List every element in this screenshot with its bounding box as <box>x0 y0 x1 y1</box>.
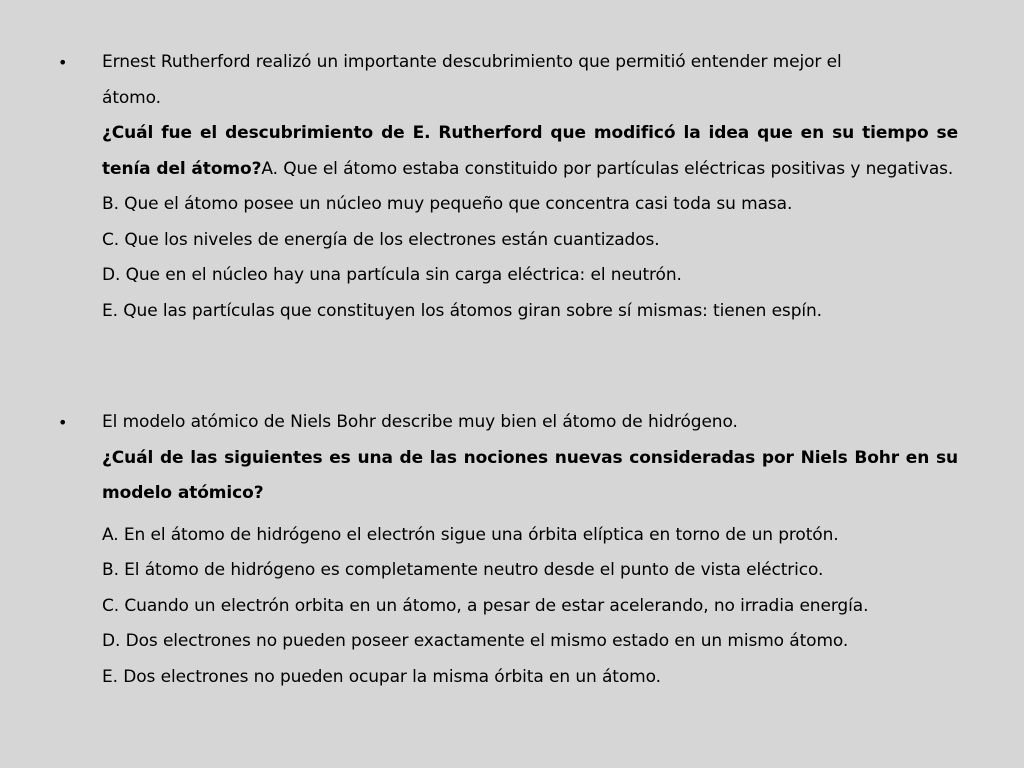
option-a: A. En el átomo de hidrógeno el electrón sigue una órbita elíptica en torno de un protón. <box>102 524 839 545</box>
option-b: B. Que el átomo posee un núcleo muy pequeño que concentra casi toda su masa. <box>102 194 793 214</box>
option-e: E. Dos electrones no pueden ocupar la misma órbita en un átomo. <box>102 666 661 687</box>
question-text: ¿Cuál de las siguientes es una de las nociones nuevas consideradas por Niels Bohr en su modelo atómico? <box>102 447 958 503</box>
option-b: B. El átomo de hidrógeno es completamente neutro desde el punto de vista eléctrico. <box>102 560 824 580</box>
intro-text: El modelo atómico de Niels Bohr describe muy bien el átomo de hidrógeno. <box>102 412 738 432</box>
question-block-2 <box>58 405 958 695</box>
question-paragraph <box>102 116 958 187</box>
option-e: E. Que las partículas que constituyen los átomos giran sobre sí mismas: tienen espín. <box>102 300 822 321</box>
bullet-marker: • <box>58 413 68 432</box>
question-content-1 <box>102 45 958 329</box>
option-c: C. Cuando un electrón orbita en un átomo, a pesar de estar acelerando, no irradia energía. <box>102 595 869 616</box>
question-block-1 <box>58 45 958 329</box>
question-text: ¿Cuál fue el descubrimiento de E. Rutherford que modificó la idea que en su tiempo se tenía del átomo? <box>102 123 958 179</box>
intro-text: Ernest Rutherford realizó un importante descubrimiento que permitió entender mejor el <box>102 52 842 72</box>
option-a: A. Que el átomo estaba constituido por partículas eléctricas positivas y negativas. <box>261 158 954 179</box>
option-d: D. Que en el núcleo hay una partícula sin carga eléctrica: el neutrón. <box>102 265 682 285</box>
intro-text-continued: átomo. <box>102 87 161 108</box>
bullet-marker: • <box>58 53 68 72</box>
question-content-2 <box>102 405 958 695</box>
option-c: C. Que los niveles de energía de los electrones están cuantizados. <box>102 229 660 250</box>
option-d: D. Dos electrones no pueden poseer exactamente el mismo estado en un mismo átomo. <box>102 631 849 651</box>
